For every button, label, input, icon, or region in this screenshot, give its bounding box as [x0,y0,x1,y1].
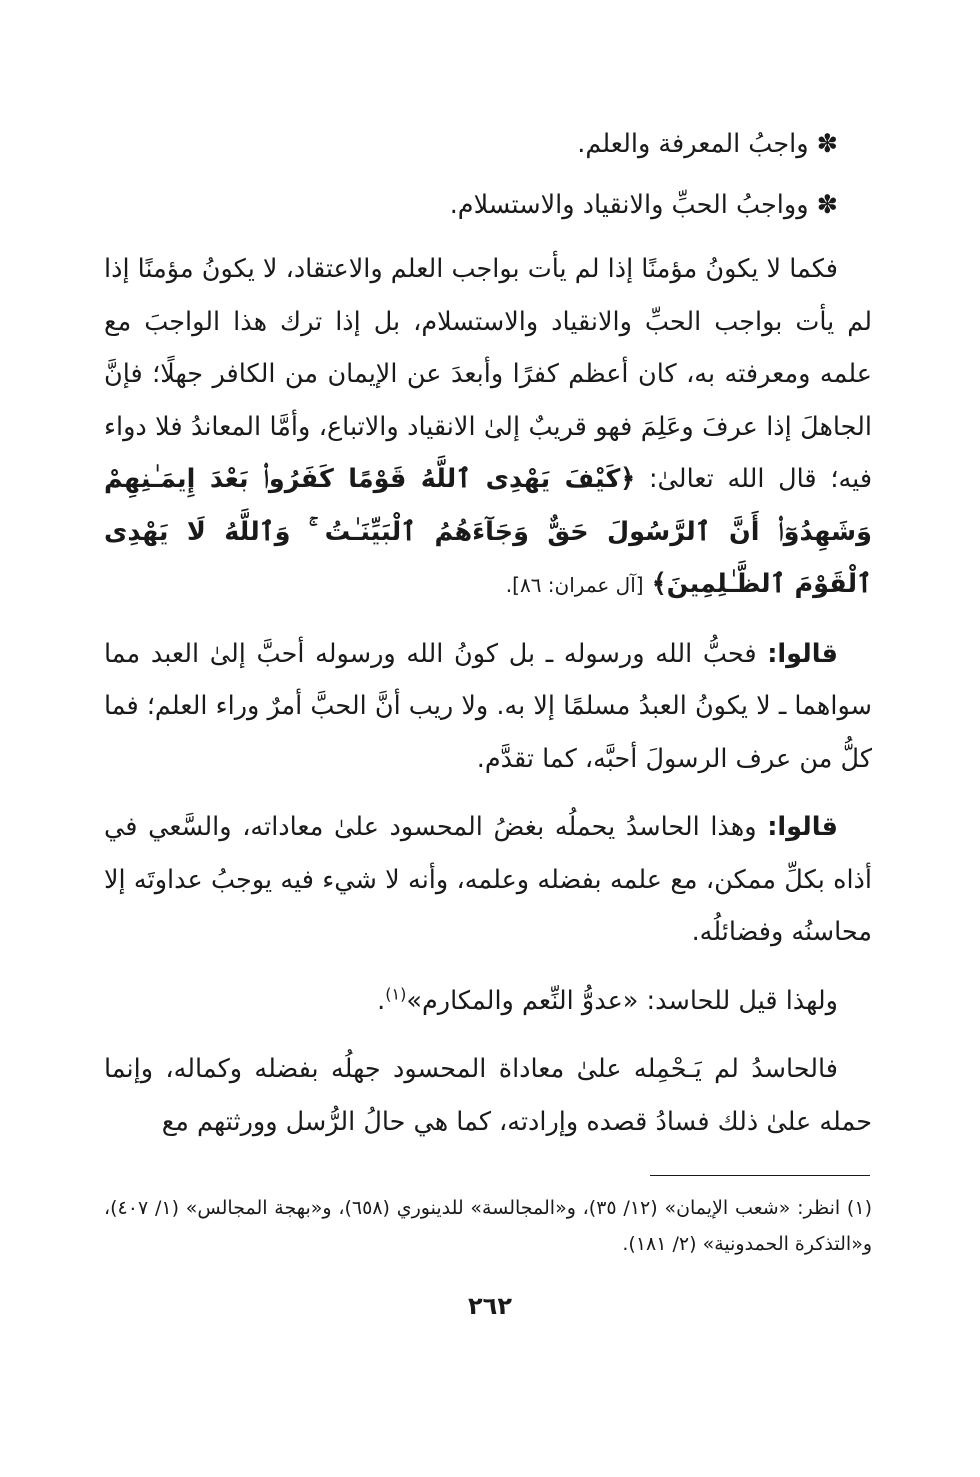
page-number: ٢٦٢ [468,1292,512,1320]
paragraph-end: . [377,985,386,1016]
footnotes [104,1190,872,1262]
paragraph-love [104,628,872,786]
paragraph-envier-intent [104,1043,872,1148]
verse-reference: [آل عمران: ٨٦]. [505,573,644,597]
paragraph-lead: قالوا: [767,638,838,669]
bullet-item-knowledge [104,118,872,171]
paragraph-belief [104,243,872,612]
paragraph-text: فحبُّ الله ورسوله ـ بل كونُ الله ورسوله أحبَّ إلىٰ العبد مما سواهما ـ لا يكونُ العبدُ مسلمًا إلا به. ولا ريب أنَّ الحبَّ أمرٌ وراء العلم؛ فما كلُّ من عرف الرسولَ أحبَّه، كما تقدَّم. [104,638,872,774]
star-icon: ✽ [816,189,838,220]
paragraph-envier [104,801,872,959]
paragraph-text: فالحاسدُ لم يَـحْمِله علىٰ معاداة المحسود جهلُه بفضله وكماله، وإنما حمله علىٰ ذلك فسادُ قصده وإرادته، كما هي حالُ الرُّسل وورثتهم مع [104,1054,872,1137]
paragraph-saying [104,975,872,1028]
quran-verse: ﴿كَيْفَ يَهْدِى ٱللَّهُ قَوْمًا كَفَرُوا۟ بَعْدَ إِيمَـٰنِهِمْ وَشَهِدُوٓا۟ أَنَّ ٱلرَّسُولَ حَقٌّ وَجَآءَهُمُ ٱلْبَيِّنَـٰتُ ۚ وَٱللَّهُ لَا يَهْدِى ٱلْقَوْمَ ٱلظَّـٰلِمِينَ﴾ [104,464,872,599]
star-icon: ✽ [816,129,838,159]
footnote-marker: (١) [385,984,407,1003]
footnote-1: (١) انظر: «شعب الإيمان» (١٢/ ٣٥)، و«المجالسة» للدينوري (٦٥٨)، و«بهجة المجالس» (١/ ٤٠٧)، و«التذكرة الحمدونية» (٢/ ١٨١). [104,1197,872,1255]
paragraph-text: ولهذا قيل للحاسد: «عدوُّ النِّعم والمكارم» [406,985,838,1016]
footnote-divider [650,1175,870,1176]
paragraph-text: فكما لا يكونُ مؤمنًا إذا لم يأت بواجب العلم والاعتقاد، لا يكونُ مؤمنًا إذا لم يأت بواجب الحبِّ والانقياد والاستسلام، بل إذا ترك هذا الواجبَ مع علمه ومعرفته به، كان أعظم كفرًا وأبعدَ عن الإيمان من الكافر جهلًا؛ فإنَّ الجاهلَ إذا عرفَ وعَلِمَ فهو قريبٌ إلىٰ الانقياد والاتباع، وأمَّا المعاندُ فلا دواء فيه؛ قال الله تعالىٰ: [104,254,873,494]
main-text [104,118,872,1164]
bullet-text: واجبُ المعرفة والعلم. [577,129,809,159]
paragraph-text: وهذا الحاسدُ يحملُه بغضُ المحسود علىٰ معاداته، والسَّعي في أذاه بكلِّ ممكن، مع علمه بفضله وعلمه، وأنه لا شيء فيه يوجبُ عداوتَه إلا محاسنُه وفضائلُه. [104,812,872,947]
bullet-text: وواجبُ الحبِّ والانقياد والاستسلام. [449,189,809,220]
bullet-item-love [104,179,872,232]
paragraph-lead: قالوا: [767,812,838,842]
